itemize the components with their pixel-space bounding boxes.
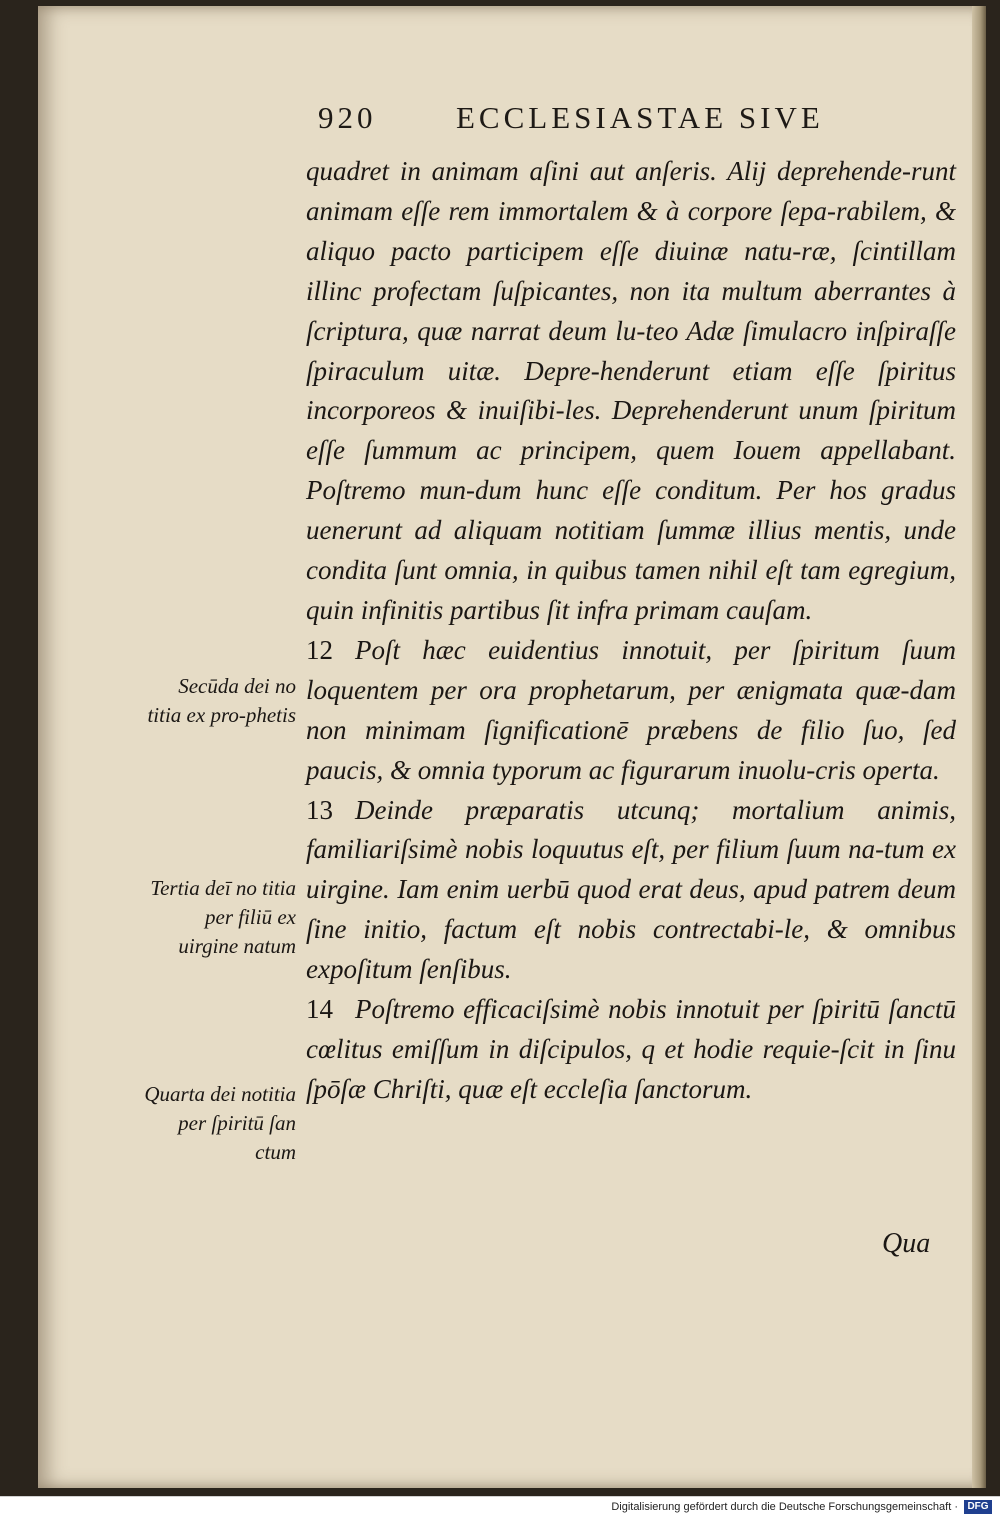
paragraph-13: [306, 791, 956, 991]
paragraph-text: Poſt hæc euidentius innotuit, per ſpiritum ſuum loquentem per ora prophetarum, per ænigmata quæ‑dam non minimam ſignificationē præbens de filio ſuo, ſed paucis, & omnia typorum ac figurarum inuolu‑cris operta.: [306, 634, 956, 785]
paragraph-12: [306, 631, 956, 791]
running-header: [318, 100, 958, 150]
paragraph-text: quadret in animam aſini aut anſeris. Alij deprehende‑runt animam eſſe rem immortalem & à corpore ſepa‑rabilem, & aliquo pacto participem eſſe diuinæ natu‑ræ, ſcintillam illinc profectam ſuſpicantes, non ita multum aberrantes à ſcriptura, quæ narrat deum lu‑teo Adæ ſimulacro inſpiraſſe ſpiraculum uitæ. Depre‑henderunt etiam eſſe ſpiritus incorporeos & inuiſibi‑les. Deprehenderunt unum ſpiritum eſſe ſummum ac principem, quem Iouem appellabant. Poſtremo mun‑dum hunc eſſe conditum. Per hos gradus uenerunt ad aliquam notitiam ſummæ illius mentis, unde condita ſunt omnia, in quibus tamen nihil eſt tam egregium, quin infinitis partibus ſit infra primam cauſam.: [306, 156, 956, 625]
paragraph-14: [306, 990, 956, 1110]
marginal-note-second: Secūda dei no titia ex pro‑phetis: [147, 674, 296, 727]
page-edge: [972, 6, 986, 1488]
paragraph-number: 14: [306, 994, 333, 1025]
catchword: Qua: [882, 1228, 931, 1259]
paragraph-text: Poſtremo efficaciſsimè nobis innotuit per ſpiritū ſanctū cœlitus emiſſum in diſcipulos, q et hodie requie‑ſcit in ſinu ſpōſæ Chriſti, quæ eſt eccleſia ſanctorum.: [306, 994, 956, 1104]
funding-credit: Digitalisierung gefördert durch die Deutsche Forschungsgemeinschaft ·: [611, 1501, 958, 1513]
dfg-logo: DFG: [964, 1500, 992, 1514]
marginal-note-fourth: Quarta dei notitia per ſpiritū ſan ctum: [144, 1082, 296, 1164]
marginal-note-third: Tertia deī no titia per filiū ex uirgine natum: [150, 876, 296, 958]
paragraph-number: 12: [306, 634, 333, 665]
digitization-footer: [0, 1496, 1000, 1519]
paragraph-number: 13: [306, 794, 333, 825]
paragraph-text: Deinde præparatis utcunq; mortalium animis, familiariſsimè nobis loquutus eſt, per filium ſuum na‑tum ex uirgine. Iam enim uerbū quod erat deus, apud patrem deum ſine initio, factum eſt nobis contrectabi‑le, & omnibus expoſitum ſenſibus.: [306, 794, 956, 985]
running-title: ECCLESIASTAE SIVE: [456, 100, 824, 135]
paragraph-11-continuation: [306, 152, 956, 631]
page-number: 920: [318, 100, 377, 135]
main-text: [306, 152, 956, 1110]
